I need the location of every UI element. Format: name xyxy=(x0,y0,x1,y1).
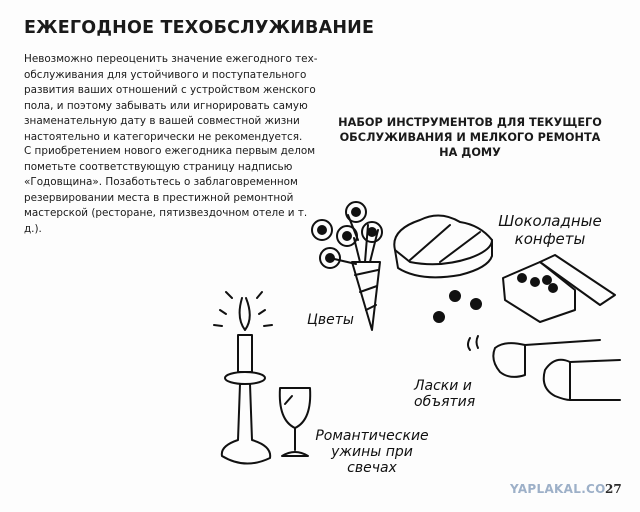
label-dinners: Романтические ужины при свечах xyxy=(315,428,429,476)
paragraph-intro: Невозможно переоценить значение ежегодного тех-обслуживания для устойчивого и поступательного развития ваших отношений с устройством женского пола, и поэтому забывать или игнорировать самую знаменательную дату в вашей совместной жизни настоятельно и категорически не рекомендуется. xyxy=(24,53,318,143)
page-number: 27 xyxy=(605,482,622,496)
watermark: YAPLAKAL.CO xyxy=(510,482,606,496)
heart-box-icon xyxy=(394,215,492,277)
page-title: ЕЖЕГОДНОЕ ТЕХОБСЛУЖИВАНИЕ xyxy=(24,18,375,38)
paragraph-advice: С приобретением нового ежегодника первым делом пометьте соответствующую страницу надписью «Годовщина». Позаботьтесь о заблаговременном резервировании места в престижной ремонтной мастерской (ресторане, пятизвездочном отеле и т. д.). xyxy=(24,145,316,235)
label-hugs: Ласки и объятия xyxy=(414,378,476,410)
wine-glass-icon xyxy=(280,388,310,456)
chocolate-box-icon xyxy=(503,255,615,322)
label-chocolates: Шоколадные конфеты xyxy=(498,212,602,248)
label-flowers: Цветы xyxy=(307,312,354,328)
candle-icon xyxy=(214,292,272,464)
illustration-title: НАБОР ИНСТРУМЕНТОВ ДЛЯ ТЕКУЩЕГО ОБСЛУЖИВАНИЯ И МЕЛКОГО РЕМОНТА НА ДОМУ xyxy=(338,116,602,159)
flowers-icon xyxy=(312,202,382,330)
